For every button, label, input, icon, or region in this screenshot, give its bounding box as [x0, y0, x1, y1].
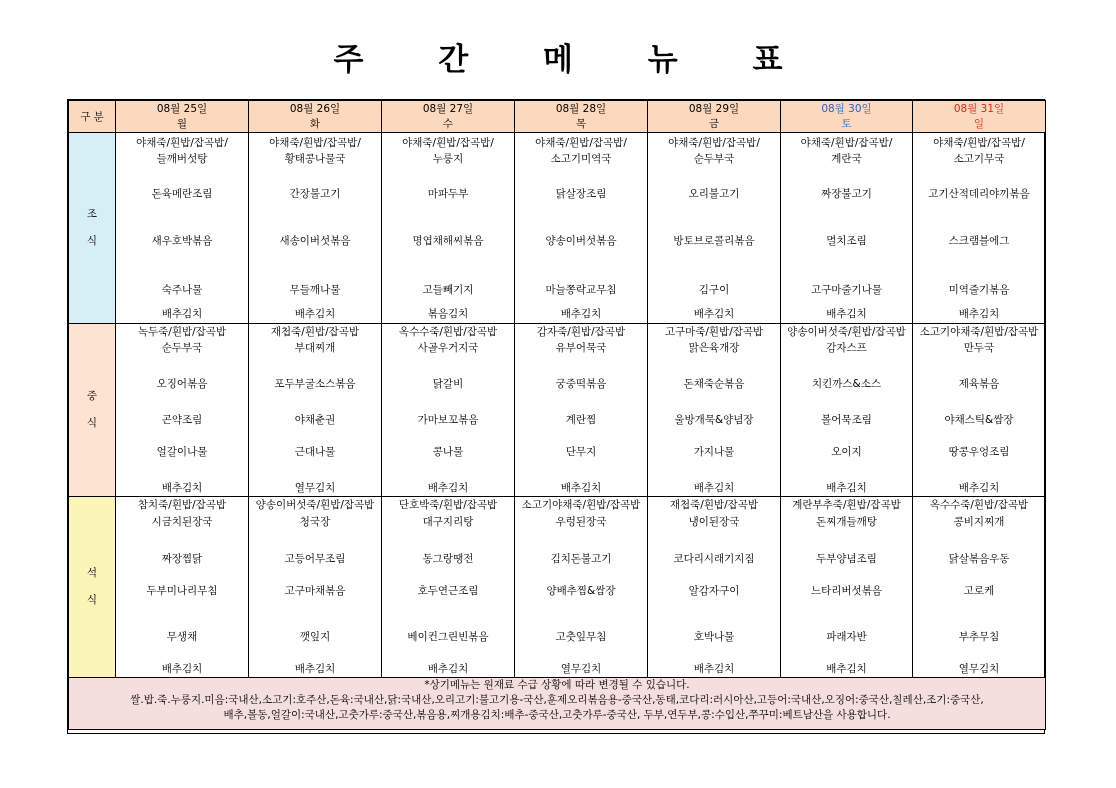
menu-item: 부추무침 — [958, 631, 1000, 643]
menu-item: 야채죽/흰밥/잡곡밥/ — [402, 137, 494, 149]
menu-item: 누룽지 — [432, 153, 464, 165]
menu-item: 짜장찜닭 — [161, 553, 203, 565]
menu-item: 콩나물 — [432, 446, 464, 458]
menu-item: 우렁된장국 — [555, 516, 607, 528]
menu-item: 배추김치 — [958, 308, 1000, 320]
weekday-header: 월 — [116, 117, 249, 133]
menu-item: 배추김치 — [427, 482, 469, 494]
menu-item: 고구마줄기나물 — [810, 284, 882, 296]
menu-item: 열무김치 — [560, 663, 602, 675]
gubun-header: 구 분 — [69, 101, 116, 133]
weekday-header: 일 — [913, 117, 1046, 133]
menu-item: 옥수수죽/흰밥/잡곡밥 — [398, 326, 498, 338]
date-header: 08월 27일 — [382, 101, 515, 118]
menu-item: 호박나물 — [693, 631, 735, 643]
menu-item: 배추김치 — [693, 663, 735, 675]
date-header: 08월 29일 — [648, 101, 781, 118]
menu-item: 야채죽/흰밥/잡곡밥/ — [136, 137, 228, 149]
dinner-cell — [515, 497, 648, 678]
menu-item: 재첩죽/흰밥/잡곡밥 — [270, 326, 360, 338]
menu-item: 무들깨나물 — [289, 284, 341, 296]
menu-item: 맑은육개장 — [688, 342, 740, 354]
breakfast-label: 조 식 — [69, 133, 116, 324]
menu-item: 무생채 — [166, 631, 198, 643]
menu-item: 고춧잎무침 — [555, 631, 607, 643]
menu-item: 고들빼기지 — [422, 284, 474, 296]
menu-item: 깻잎지 — [299, 631, 331, 643]
menu-item: 배추김치 — [294, 308, 336, 320]
menu-item: 궁중떡볶음 — [555, 378, 607, 390]
breakfast-cell — [249, 133, 382, 324]
menu-item: 마늘쫑락교무침 — [545, 284, 617, 296]
menu-item: 얼갈이나물 — [156, 446, 208, 458]
menu-item: 멸치조림 — [826, 235, 867, 247]
menu-item: 야채춘권 — [294, 414, 336, 426]
menu-item: 야채죽/흰밥/잡곡밥/ — [933, 137, 1025, 149]
menu-item: 소고기야채죽/흰밥/잡곡밥 — [521, 499, 641, 511]
menu-item: 고기산적데리야끼볶음 — [928, 188, 1030, 200]
menu-item: 소고기야채죽/흰밥/잡곡밥 — [919, 326, 1039, 338]
menu-item: 배추김치 — [560, 308, 602, 320]
menu-item: 고등어무조림 — [284, 553, 346, 565]
menu-item: 두부양념조림 — [816, 553, 877, 565]
menu-item: 야채죽/흰밥/잡곡밥/ — [800, 137, 893, 149]
menu-item: 배추김치 — [161, 482, 203, 494]
menu-item: 유부어묵국 — [555, 342, 607, 354]
menu-table-wrapper — [67, 99, 1045, 734]
date-header: 08월 31일 — [913, 101, 1046, 118]
notice-line: *상기메뉴는 원재료 수급 상황에 따라 변경될 수 있습니다. — [424, 679, 690, 691]
menu-item: 코다리시래기지짐 — [673, 553, 755, 565]
lunch-cell — [515, 324, 648, 497]
lunch-cell — [116, 324, 249, 497]
menu-item: 닭살볶음우동 — [948, 553, 1010, 565]
date-header: 08월 26일 — [249, 101, 382, 118]
menu-item: 김치돈불고기 — [550, 553, 612, 565]
menu-item: 감자스프 — [826, 342, 867, 354]
dinner-cell — [116, 497, 249, 678]
breakfast-cell — [116, 133, 249, 324]
breakfast-cell — [648, 133, 781, 324]
menu-item: 배추김치 — [958, 482, 1000, 494]
menu-item: 계란국 — [831, 153, 862, 165]
menu-item: 배추김치 — [560, 482, 602, 494]
breakfast-cell — [515, 133, 648, 324]
menu-item: 단호박죽/흰밥/잡곡밥 — [398, 499, 498, 511]
menu-item: 볶음김치 — [427, 308, 469, 320]
menu-item: 참치죽/흰밥/잡곡밥 — [137, 499, 227, 511]
menu-item: 배추김치 — [693, 482, 735, 494]
menu-item: 배추김치 — [294, 663, 336, 675]
menu-item: 대구지리탕 — [422, 516, 474, 528]
dinner-cell — [913, 497, 1046, 678]
menu-item: 배추김치 — [161, 663, 203, 675]
menu-item: 순두부국 — [693, 153, 735, 165]
menu-item: 동그랑땡전 — [422, 553, 474, 565]
notice-line: 배추,볼동,얼갈이:국내산,고춧가루:중국산,볶음용,찌개용김치:배추-중국산,고춧가루-중국산, 두부,연두부,콩:수입산,쭈꾸미:베트남산을 사용합니다. — [223, 709, 891, 721]
menu-item: 땅콩우엉조림 — [948, 446, 1010, 458]
dinner-cell — [249, 497, 382, 678]
menu-item: 열무김치 — [294, 482, 336, 494]
menu-item: 양송이버섯죽/흰밥/잡곡밥 — [255, 499, 375, 511]
menu-item: 황태콩나물국 — [284, 153, 346, 165]
weekly-menu-table — [68, 100, 1046, 730]
lunch-cell — [382, 324, 515, 497]
menu-item: 감자죽/흰밥/잡곡밥 — [536, 326, 626, 338]
menu-item: 포두부굴소스볶음 — [274, 378, 356, 390]
menu-item: 파래자반 — [826, 631, 867, 643]
menu-item: 새우호박볶음 — [151, 235, 213, 247]
dinner-cell — [648, 497, 781, 678]
menu-item: 곤약조림 — [161, 414, 203, 426]
menu-item: 간장불고기 — [289, 188, 341, 200]
breakfast-cell — [382, 133, 515, 324]
menu-item: 배추김치 — [693, 308, 735, 320]
menu-item: 시금치된장국 — [151, 516, 213, 528]
weekday-header: 화 — [249, 117, 382, 133]
dinner-cell — [781, 497, 913, 678]
lunch-cell — [249, 324, 382, 497]
menu-item: 배추김치 — [826, 482, 867, 494]
menu-item: 스크램블에그 — [948, 235, 1010, 247]
menu-item: 재첩죽/흰밥/잡곡밥 — [669, 499, 759, 511]
menu-item: 제육볶음 — [958, 378, 1000, 390]
menu-item: 느타리버섯볶음 — [810, 585, 882, 597]
menu-item: 배추김치 — [427, 663, 469, 675]
menu-item: 야채죽/흰밥/잡곡밥/ — [269, 137, 361, 149]
lunch-label: 중 식 — [69, 324, 116, 497]
menu-item: 고구마죽/흰밥/잡곡밥 — [664, 326, 764, 338]
date-header: 08월 28일 — [515, 101, 648, 118]
menu-item: 단무지 — [565, 446, 597, 458]
menu-item: 양송이버섯볶음 — [545, 235, 617, 247]
menu-item: 돈채죽순볶음 — [683, 378, 745, 390]
menu-item: 돈찌개들깨탕 — [816, 516, 877, 528]
menu-item: 소고기미역국 — [550, 153, 612, 165]
menu-item: 계란찜 — [565, 414, 597, 426]
menu-item: 야채죽/흰밥/잡곡밥/ — [668, 137, 760, 149]
menu-item: 마파두부 — [427, 188, 469, 200]
menu-item: 울방개묵&양념장 — [674, 414, 754, 426]
menu-item: 배추김치 — [826, 663, 867, 675]
menu-item: 부대찌개 — [294, 342, 336, 354]
menu-item: 돈육메란조림 — [151, 188, 213, 200]
menu-item: 옥수수죽/흰밥/잡곡밥 — [929, 499, 1029, 511]
menu-item: 고구마채볶음 — [284, 585, 346, 597]
breakfast-cell — [781, 133, 913, 324]
origin-notice — [69, 678, 1046, 730]
menu-item: 닭살장조림 — [555, 188, 607, 200]
menu-item: 녹두죽/흰밥/잡곡밥 — [137, 326, 227, 338]
date-header: 08월 25일 — [116, 101, 249, 118]
menu-item: 청국장 — [299, 516, 331, 528]
menu-item: 방토브로콜리볶음 — [673, 235, 755, 247]
menu-item: 명엽채해씨볶음 — [412, 235, 484, 247]
menu-item: 알감자구이 — [688, 585, 740, 597]
menu-item: 볼어묵조림 — [821, 414, 872, 426]
menu-item: 고로케 — [963, 585, 995, 597]
menu-item: 양송이버섯죽/흰밥/잡곡밥 — [787, 326, 906, 338]
menu-item: 배추김치 — [826, 308, 867, 320]
weekday-header: 목 — [515, 117, 648, 133]
menu-item: 가지나물 — [693, 446, 735, 458]
menu-item: 호두연근조림 — [417, 585, 479, 597]
menu-item: 닭갈비 — [432, 378, 464, 390]
menu-item: 두부미나리무침 — [146, 585, 218, 597]
menu-item: 숙주나물 — [161, 284, 203, 296]
weekday-header: 수 — [382, 117, 515, 133]
menu-item: 야채스틱&쌈장 — [944, 414, 1014, 426]
menu-item: 열무김치 — [958, 663, 1000, 675]
menu-item: 만두국 — [963, 342, 995, 354]
menu-item: 오이지 — [831, 446, 862, 458]
menu-item: 새송이버섯볶음 — [279, 235, 351, 247]
menu-item: 들깨버섯탕 — [156, 153, 208, 165]
menu-item: 오징어볶음 — [156, 378, 208, 390]
lunch-cell — [648, 324, 781, 497]
menu-item: 야채죽/흰밥/잡곡밥/ — [535, 137, 627, 149]
menu-item: 가마보꼬볶음 — [417, 414, 479, 426]
lunch-cell — [913, 324, 1046, 497]
weekday-header: 토 — [781, 117, 913, 133]
menu-item: 베이컨그린빈볶음 — [407, 631, 489, 643]
menu-item: 짜장불고기 — [821, 188, 872, 200]
menu-item: 소고기무국 — [953, 153, 1005, 165]
menu-item: 순두부국 — [161, 342, 203, 354]
menu-item: 냉이된장국 — [688, 516, 740, 528]
menu-item: 근대나물 — [294, 446, 336, 458]
menu-item: 계란부추죽/흰밥/잡곡밥 — [792, 499, 901, 511]
menu-item: 배추김치 — [161, 308, 203, 320]
menu-item: 오리불고기 — [688, 188, 740, 200]
menu-item: 치킨까스&소스 — [811, 378, 882, 390]
dinner-label: 석 식 — [69, 497, 116, 678]
menu-item: 콩비지찌개 — [953, 516, 1005, 528]
menu-item: 양배추찜&쌈장 — [546, 585, 616, 597]
weekday-header: 금 — [648, 117, 781, 133]
lunch-cell — [781, 324, 913, 497]
notice-line: 쌀.밥.죽.누룽지.미음:국내산,소고기:호주산,돈육:국내산,닭:국내산,오리고기:불고기용-국산,훈제오리볶음용-중국산,동태,코다리:러시아산,고등어:국내산,오징어:중국산,칠레산,조기:중국산, — [130, 694, 984, 706]
dinner-cell — [382, 497, 515, 678]
menu-item: 김구이 — [698, 284, 730, 296]
menu-item: 미역줄기볶음 — [948, 284, 1010, 296]
menu-item: 사골우거지국 — [417, 342, 479, 354]
page-title: 주 간 메 뉴 표 — [333, 42, 783, 78]
breakfast-cell — [913, 133, 1046, 324]
date-header: 08월 30일 — [781, 101, 913, 118]
